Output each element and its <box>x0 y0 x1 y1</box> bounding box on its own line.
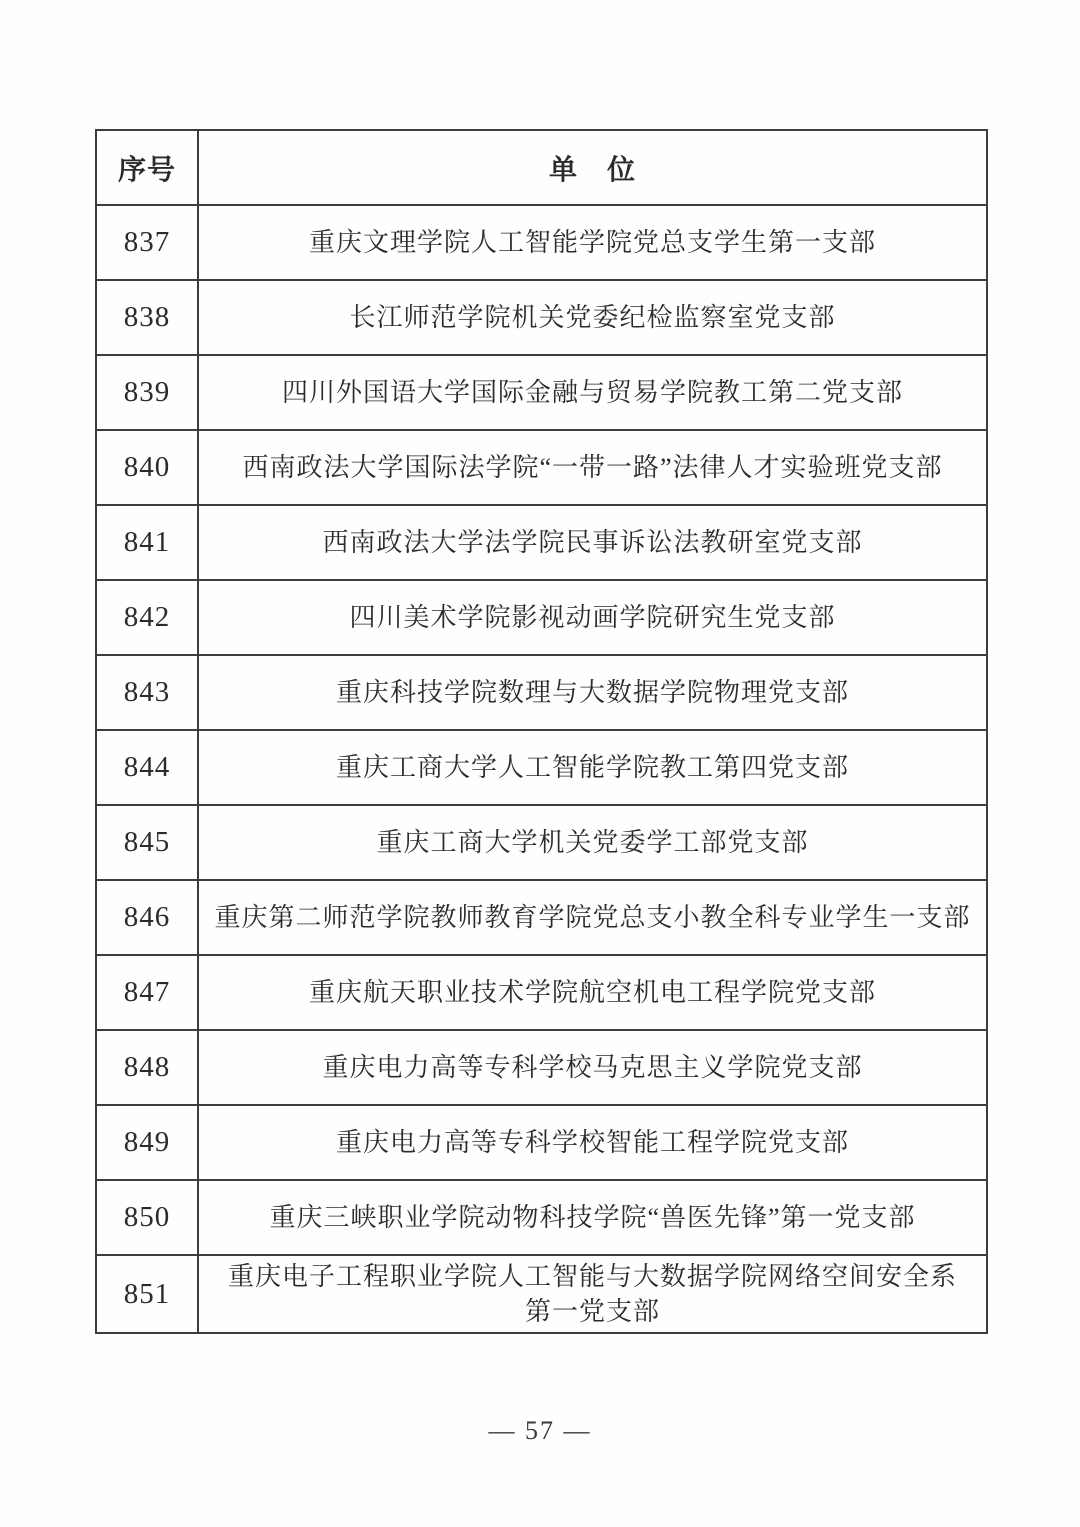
table-row <box>96 1105 987 1180</box>
header-row <box>96 130 987 205</box>
serial-number-cell: 849 <box>96 1105 198 1180</box>
serial-number-cell: 843 <box>96 655 198 730</box>
table-body <box>96 205 987 1333</box>
table-row <box>96 880 987 955</box>
table-row <box>96 655 987 730</box>
unit-cell: 重庆电力高等专科学校智能工程学院党支部 <box>198 1105 987 1180</box>
table-row <box>96 1030 987 1105</box>
unit-cell: 重庆文理学院人工智能学院党总支学生第一支部 <box>198 205 987 280</box>
serial-number-cell: 839 <box>96 355 198 430</box>
table-row <box>96 280 987 355</box>
table-row <box>96 430 987 505</box>
serial-number-cell: 844 <box>96 730 198 805</box>
unit-cell: 四川外国语大学国际金融与贸易学院教工第二党支部 <box>198 355 987 430</box>
serial-number-cell: 845 <box>96 805 198 880</box>
serial-number-cell: 846 <box>96 880 198 955</box>
unit-cell: 重庆工商大学人工智能学院教工第四党支部 <box>198 730 987 805</box>
serial-number-cell: 851 <box>96 1255 198 1333</box>
serial-number-cell: 838 <box>96 280 198 355</box>
serial-number-cell: 850 <box>96 1180 198 1255</box>
unit-cell: 重庆工商大学机关党委学工部党支部 <box>198 805 987 880</box>
unit-cell: 重庆第二师范学院教师教育学院党总支小教全科专业学生一支部 <box>198 880 987 955</box>
table-row <box>96 205 987 280</box>
unit-cell: 四川美术学院影视动画学院研究生党支部 <box>198 580 987 655</box>
unit-cell: 重庆电子工程职业学院人工智能与大数据学院网络空间安全系第一党支部 <box>198 1255 987 1333</box>
unit-cell: 重庆科技学院数理与大数据学院物理党支部 <box>198 655 987 730</box>
unit-cell: 重庆三峡职业学院动物科技学院“兽医先锋”第一党支部 <box>198 1180 987 1255</box>
unit-cell: 长江师范学院机关党委纪检监察室党支部 <box>198 280 987 355</box>
serial-number-cell: 847 <box>96 955 198 1030</box>
table-row <box>96 580 987 655</box>
page-number: — 57 — <box>488 1416 592 1445</box>
table-row <box>96 730 987 805</box>
table-row <box>96 505 987 580</box>
units-table <box>95 129 988 1334</box>
serial-number-cell: 842 <box>96 580 198 655</box>
serial-number-cell: 840 <box>96 430 198 505</box>
table-row <box>96 1255 987 1333</box>
table-row <box>96 805 987 880</box>
unit-cell: 西南政法大学国际法学院“一带一路”法律人才实验班党支部 <box>198 430 987 505</box>
serial-number-cell: 848 <box>96 1030 198 1105</box>
serial-number-cell: 841 <box>96 505 198 580</box>
header-unit: 单 位 <box>198 130 987 205</box>
header-serial-number: 序号 <box>96 130 198 205</box>
table-header <box>96 130 987 205</box>
table-row <box>96 1180 987 1255</box>
unit-cell: 重庆航天职业技术学院航空机电工程学院党支部 <box>198 955 987 1030</box>
unit-cell: 西南政法大学法学院民事诉讼法教研室党支部 <box>198 505 987 580</box>
serial-number-cell: 837 <box>96 205 198 280</box>
unit-cell: 重庆电力高等专科学校马克思主义学院党支部 <box>198 1030 987 1105</box>
table-row <box>96 355 987 430</box>
table-row <box>96 955 987 1030</box>
